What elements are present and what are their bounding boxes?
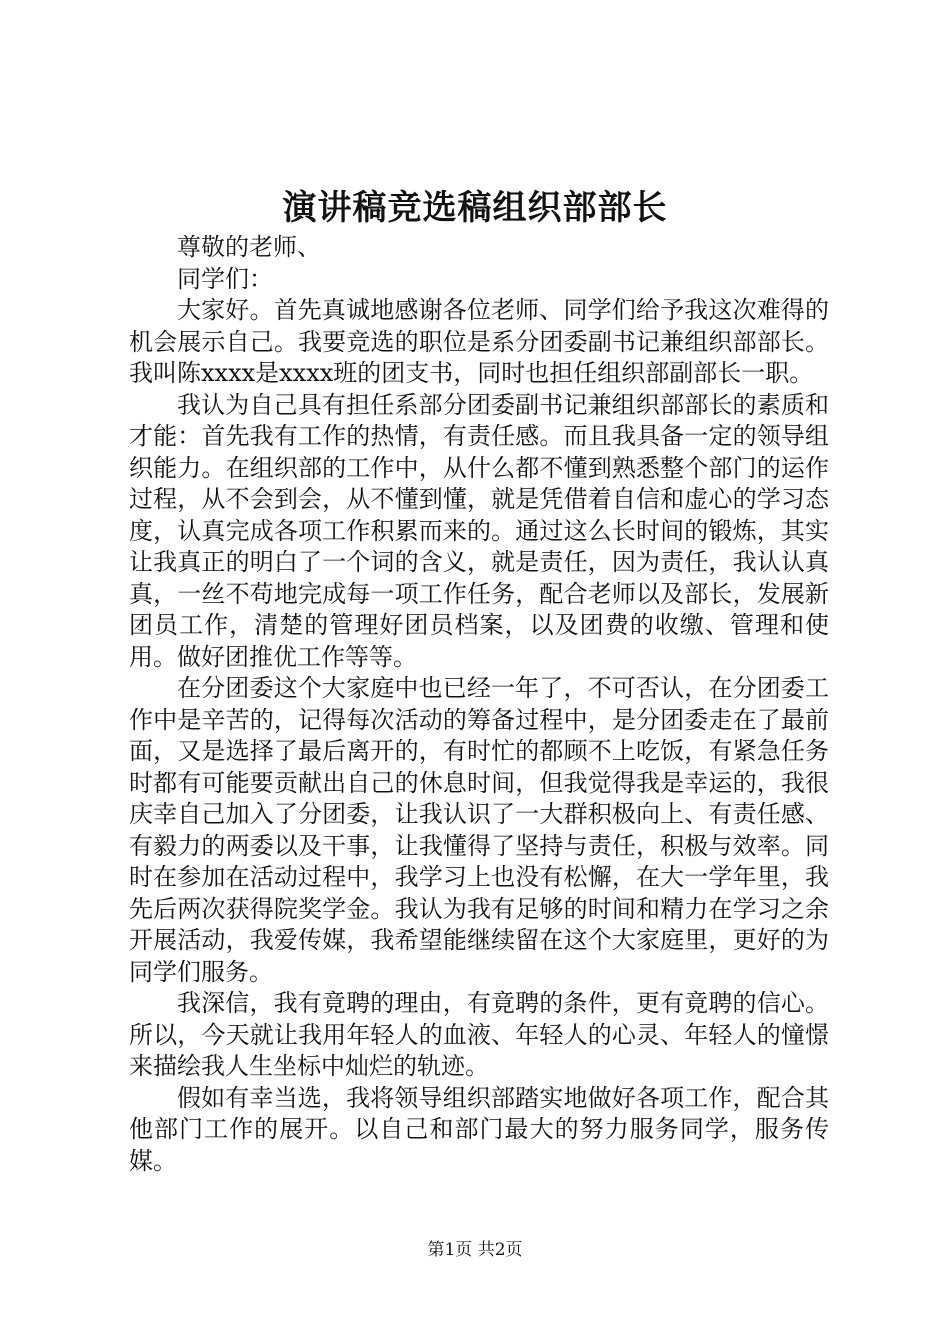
document-body: [129, 232, 829, 1177]
paragraph-confidence: 我深信，我有竟聘的理由，有竟聘的条件，更有竟聘的信心。所以，今天就让我用年轻人的血液、年轻人的心灵、年轻人的憧憬来描绘我人生坐标中灿烂的轨迹。: [129, 989, 829, 1080]
page-number-footer: 第1页 共2页: [427, 1240, 523, 1260]
paragraph-experience: 在分团委这个大家庭中也已经一年了，不可否认，在分团委工作中是辛苦的，记得每次活动的筹备过程中，是分团委走在了最前面，又是选择了最后离开的，有时忙的都顾不上吃饭，有紧急任务时都有可能要贡献出自己的休息时间，但我觉得我是幸运的，我很庆幸自己加入了分团委，让我认识了一大群积极向上、有责任感、有毅力的两委以及干事，让我懂得了坚持与责任，积极与效率。同时在参加在活动过程中，我学习上也没有松懈，在大一学年里，我先后两次获得院奖学金。我认为我有足够的时间和精力在学习之余开展活动，我爱传媒，我希望能继续留在这个大家庭里，更好的为同学们服务。: [129, 674, 829, 986]
paragraph-pledge: 假如有幸当选，我将领导组织部踏实地做好各项工作，配合其他部门工作的展开。以自己和部门最大的努力服务同学，服务传媒。: [129, 1083, 829, 1175]
salutation-line-1: 尊敬的老师、: [177, 233, 321, 261]
paragraph-greeting: 大家好。首先真诚地感谢各位老师、同学们给予我这次难得的机会展示自己。我要竞选的职位是系分团委副书记兼组织部部长。我叫陈xxxx是xxxx班的团支书，同时也担任组织部副部长一职。: [129, 296, 829, 387]
paragraph-qualifications: 我认为自己具有担任系部分团委副书记兼组织部部长的素质和才能：首先我有工作的热情，有责任感。而且我具备一定的领导组织能力。在组织部的工作中，从什么都不懂到熟悉整个部门的运作过程，从不会到会，从不懂到懂，就是凭借着自信和虚心的学习态度，认真完成各项工作积累而来的。通过这么长时间的锻炼，其实让我真正的明白了一个词的含义，就是责任，因为责任，我认认真真，一丝不苟地完成每一项工作任务，配合老师以及部长，发展新团员工作，清楚的管理好团员档案，以及团费的收缴、管理和使用。做好团推优工作等等。: [129, 390, 829, 671]
salutation-line-2: 同学们：: [177, 264, 273, 293]
document-title: 演讲稿竞选稿组织部部长: [282, 188, 668, 228]
